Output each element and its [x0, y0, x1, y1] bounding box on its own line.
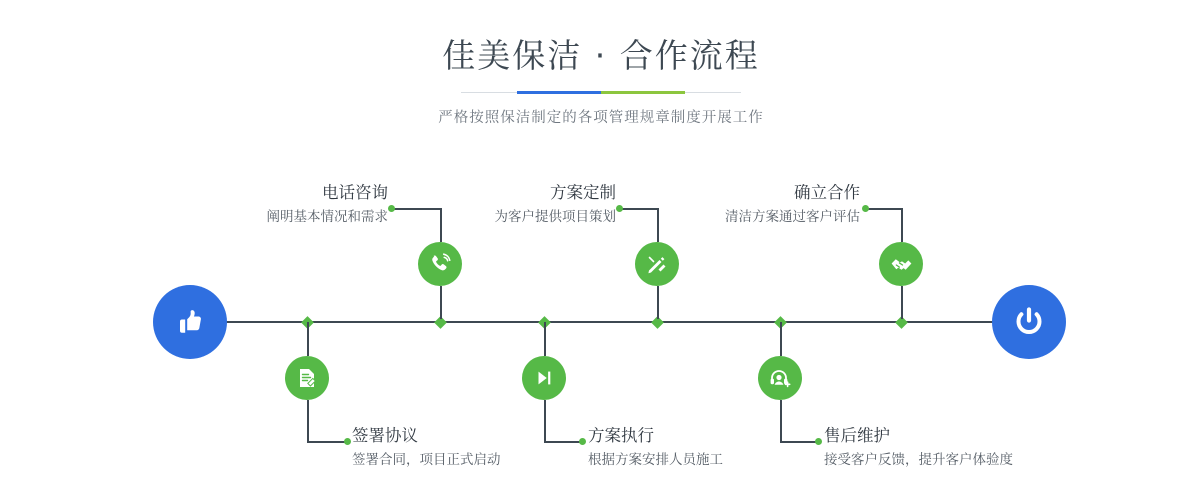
step-desc: 阐明基本情况和需求: [266, 209, 388, 225]
handshake-icon: [889, 252, 914, 277]
connector-line: [901, 286, 903, 319]
step-desc: 清洁方案通过客户评估: [725, 209, 860, 225]
connector-line: [307, 322, 309, 356]
connector-line: [544, 322, 546, 356]
phone-ring-icon: [428, 252, 453, 277]
divider-green-segment: [601, 91, 685, 94]
step-node-4[interactable]: [522, 356, 566, 400]
step-label-5: [600, 182, 860, 228]
headset-add-icon: [768, 366, 792, 390]
step-name: 方案定制: [550, 183, 616, 202]
step-name: 确立合作: [794, 183, 860, 202]
connector-line: [901, 208, 903, 242]
step-desc: 根据方案安排人员施工: [588, 452, 723, 468]
connector-endpoint: [579, 438, 586, 445]
step-node-3[interactable]: [635, 242, 679, 286]
page-title: 佳美保洁 · 合作流程: [442, 36, 760, 75]
timeline-end-button[interactable]: [992, 285, 1066, 359]
step-node-5[interactable]: [879, 242, 923, 286]
step-node-2[interactable]: [285, 356, 329, 400]
page-subtitle: 严格按照保洁制定的各项管理规章制度开展工作: [438, 110, 764, 126]
title-divider: [461, 91, 741, 94]
play-next-icon: [533, 367, 555, 389]
timeline-start-button[interactable]: [153, 285, 227, 359]
divider-blue-segment: [517, 91, 601, 94]
step-name: 签署协议: [352, 426, 418, 445]
step-label-3: [356, 182, 616, 228]
step-desc: 接受客户反馈，提升客户体验度: [824, 452, 1013, 468]
connector-line: [307, 400, 309, 442]
header: [0, 30, 1202, 127]
thumbs-up-icon: [171, 303, 209, 341]
document-edit-icon: [295, 366, 319, 390]
connector-endpoint: [815, 438, 822, 445]
connector-line: [657, 286, 659, 319]
connector-line: [780, 441, 818, 443]
connector-line: [780, 400, 782, 442]
connector-endpoint: [344, 438, 351, 445]
connector-line: [544, 400, 546, 442]
power-icon: [1009, 302, 1049, 342]
step-desc: 为客户提供项目策划: [494, 209, 616, 225]
step-name: 方案执行: [588, 426, 654, 445]
step-label-6: [824, 425, 1124, 471]
step-name: 电话咨询: [322, 183, 388, 202]
step-label-1: [128, 182, 388, 228]
connector-line: [440, 286, 442, 319]
connector-line: [780, 322, 782, 356]
step-desc: 签署合同，项目正式启动: [352, 452, 501, 468]
connector-endpoint: [862, 205, 869, 212]
step-node-1[interactable]: [418, 242, 462, 286]
step-name: 售后维护: [824, 426, 890, 445]
pencil-ruler-icon: [645, 252, 669, 276]
connector-line: [866, 208, 901, 210]
connector-line: [307, 441, 347, 443]
step-node-6[interactable]: [758, 356, 802, 400]
connector-line: [544, 441, 582, 443]
